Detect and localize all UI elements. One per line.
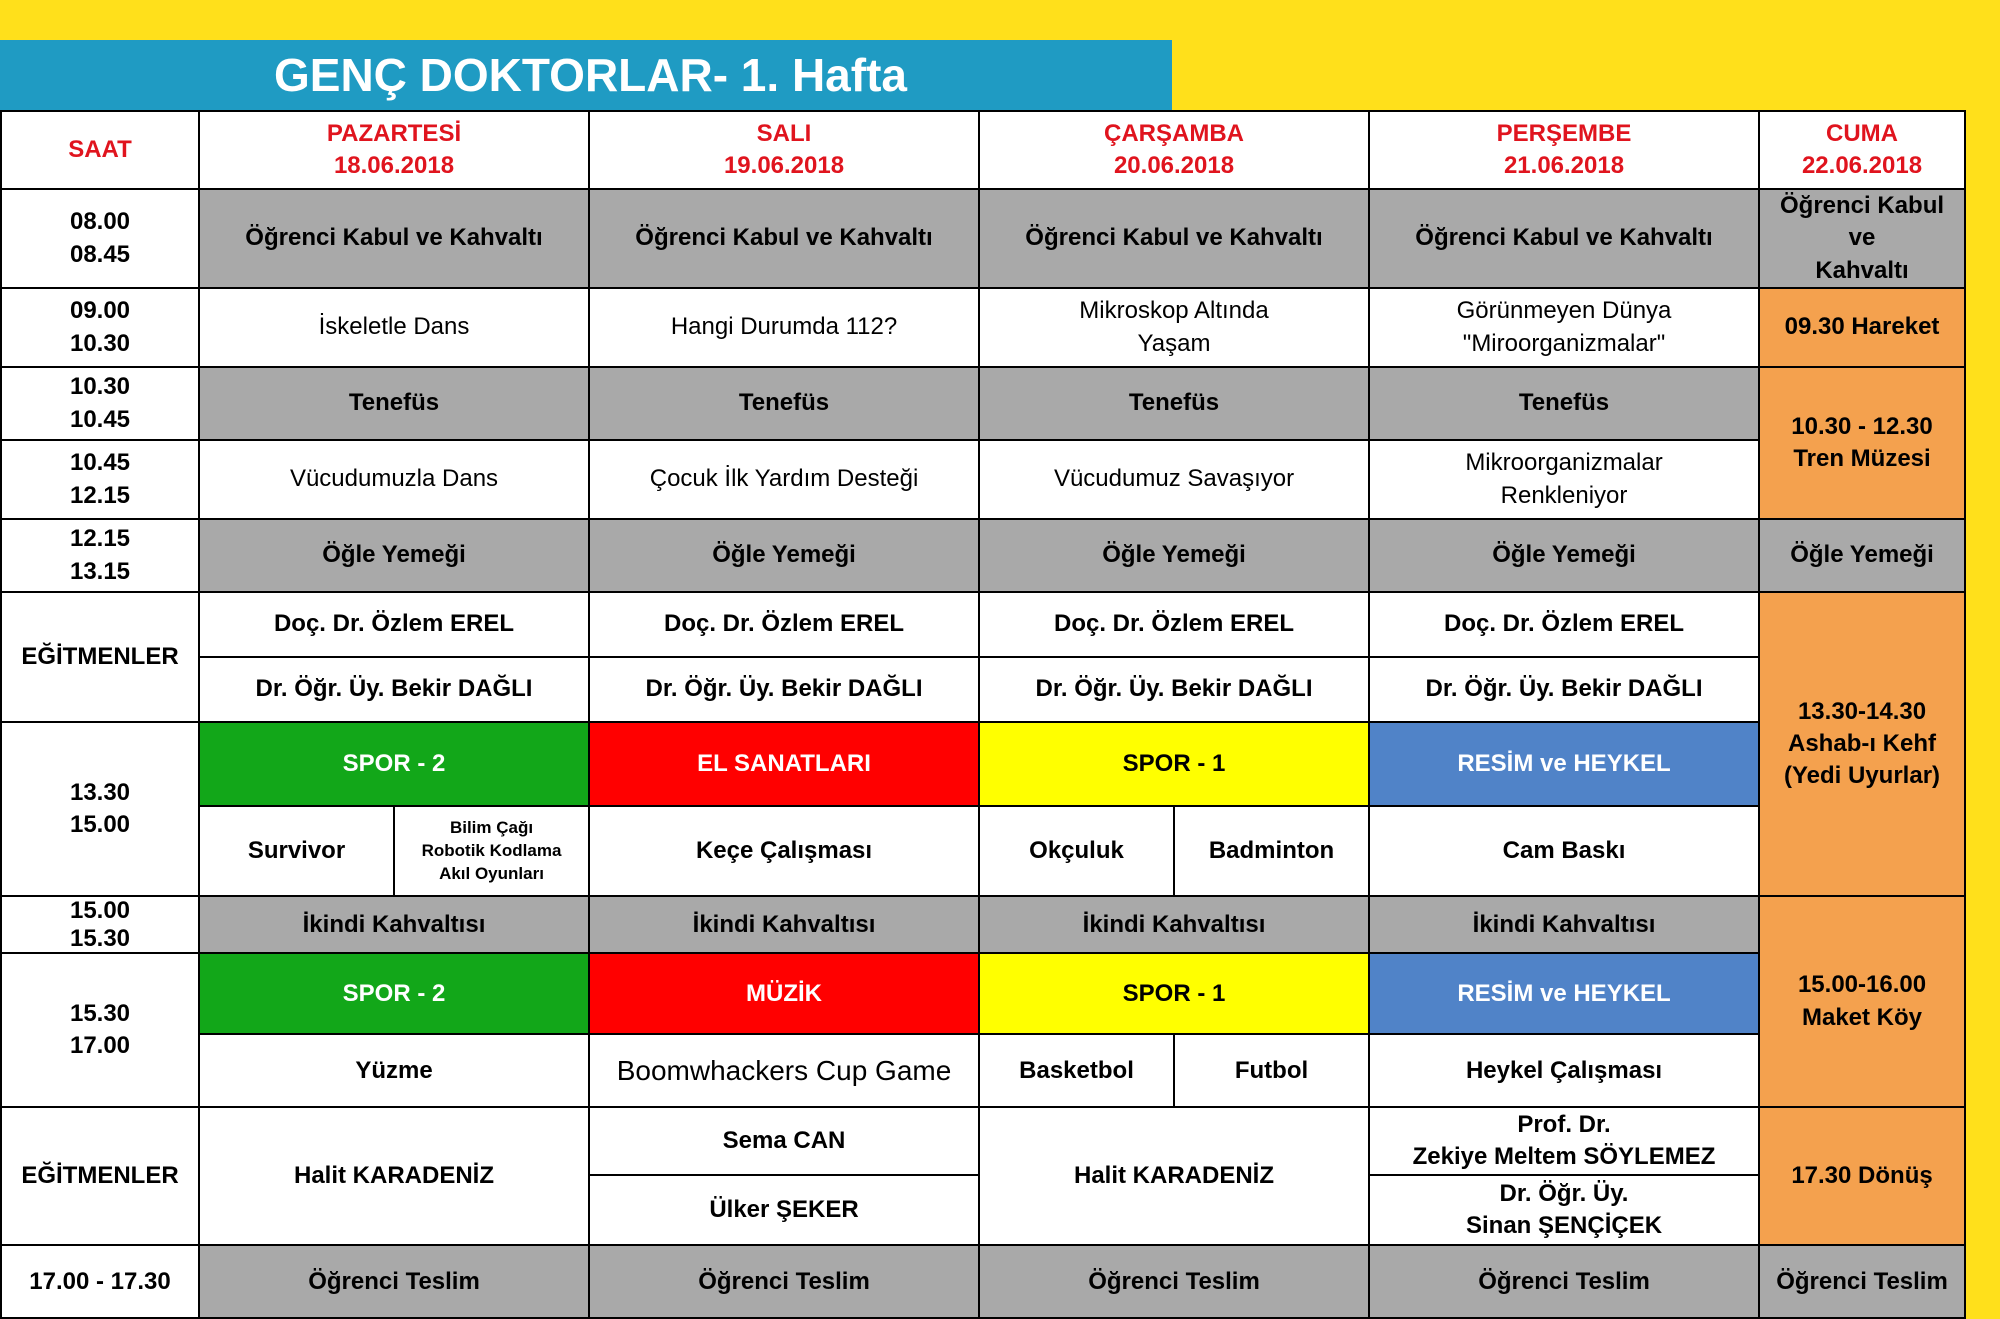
pickup-cell: Öğrenci Teslim	[589, 1245, 979, 1318]
instructor-cell: Prof. Dr. Zekiye Meltem SÖYLEMEZ	[1369, 1107, 1759, 1175]
time-cell: 08.00 08.45	[1, 189, 199, 288]
pickup-cell: Öğrenci Teslim	[199, 1245, 589, 1318]
row-lunch	[1, 519, 1965, 592]
subactivity-cell: Keçe Çalışması	[589, 806, 979, 896]
activity-banner-sport2: SPOR - 2	[199, 953, 589, 1034]
schedule-title: GENÇ DOKTORLAR- 1. Hafta	[274, 49, 907, 101]
subactivity-cell: Yüzme	[199, 1034, 589, 1107]
day-header-monday: PAZARTESİ 18.06.2018	[199, 111, 589, 189]
instructor-cell: Dr. Öğr. Üy. Sinan ŞENÇİÇEK	[1369, 1175, 1759, 1245]
time-cell: 15.00 15.30	[1, 896, 199, 953]
instructor-cell: Halit KARADENİZ	[979, 1107, 1369, 1245]
row-subactivity-1	[1, 806, 1965, 896]
time-cell: 10.30 10.45	[1, 367, 199, 440]
activity-cell: Vücudumuz Savaşıyor	[979, 440, 1369, 519]
instructor-cell: Dr. Öğr. Üy. Bekir DAĞLI	[979, 657, 1369, 722]
snack-cell: İkindi Kahvaltısı	[1369, 896, 1759, 953]
lunch-cell: Öğle Yemeği	[1369, 519, 1759, 592]
activity-banner-sport2: SPOR - 2	[199, 722, 589, 806]
friday-trip-cell: 10.30 - 12.30 Tren Müzesi	[1759, 367, 1965, 519]
friday-return-cell: 17.30 Dönüş	[1759, 1107, 1965, 1245]
row-breakfast	[1, 189, 1965, 288]
lunch-cell: Öğle Yemeği	[1759, 519, 1965, 592]
time-cell: 17.00 - 17.30	[1, 1245, 199, 1318]
instructor-cell: Doç. Dr. Özlem EREL	[979, 592, 1369, 657]
instructors-label: EĞİTMENLER	[1, 1107, 199, 1245]
row-session-1	[1, 288, 1965, 367]
lunch-cell: Öğle Yemeği	[979, 519, 1369, 592]
time-cell: 09.00 10.30	[1, 288, 199, 367]
header-row	[1, 111, 1965, 189]
instructor-cell: Dr. Öğr. Üy. Bekir DAĞLI	[199, 657, 589, 722]
subactivity-cell: Badminton	[1174, 806, 1369, 896]
row-session-2	[1, 440, 1965, 519]
breakfast-cell: Öğrenci Kabul ve Kahvaltı	[1369, 189, 1759, 288]
activity-cell: Mikroskop Altında Yaşam	[979, 288, 1369, 367]
lunch-cell: Öğle Yemeği	[589, 519, 979, 592]
instructor-cell: Doç. Dr. Özlem EREL	[1369, 592, 1759, 657]
time-cell: 15.30 17.00	[1, 953, 199, 1107]
break-cell: Tenefüs	[1369, 367, 1759, 440]
snack-cell: İkindi Kahvaltısı	[979, 896, 1369, 953]
breakfast-cell: Öğrenci Kabul ve Kahvaltı	[979, 189, 1369, 288]
instructor-cell: Doç. Dr. Özlem EREL	[589, 592, 979, 657]
breakfast-cell: Öğrenci Kabul ve Kahvaltı	[199, 189, 589, 288]
row-subactivity-2	[1, 1034, 1965, 1107]
row-activity-1	[1, 722, 1965, 806]
instructor-cell: Dr. Öğr. Üy. Bekir DAĞLI	[589, 657, 979, 722]
activity-cell: Vücudumuzla Dans	[199, 440, 589, 519]
instructor-cell: Dr. Öğr. Üy. Bekir DAĞLI	[1369, 657, 1759, 722]
schedule-table	[0, 110, 1966, 1319]
saat-header: SAAT	[1, 111, 199, 189]
row-snack	[1, 896, 1965, 953]
breakfast-cell-friday: Öğrenci Kabul ve Kahvaltı	[1759, 189, 1965, 288]
row-pickup	[1, 1245, 1965, 1318]
pickup-cell: Öğrenci Teslim	[979, 1245, 1369, 1318]
activity-banner-sport1: SPOR - 1	[979, 953, 1369, 1034]
snack-cell: İkindi Kahvaltısı	[199, 896, 589, 953]
subactivity-cell: Heykel Çalışması	[1369, 1034, 1759, 1107]
subactivity-cell: Bilim Çağı Robotik Kodlama Akıl Oyunları	[394, 806, 589, 896]
activity-cell: Mikroorganizmalar Renkleniyor	[1369, 440, 1759, 519]
activity-cell: Çocuk İlk Yardım Desteği	[589, 440, 979, 519]
day-header-thursday: PERŞEMBE 21.06.2018	[1369, 111, 1759, 189]
snack-cell: İkindi Kahvaltısı	[589, 896, 979, 953]
row-instructors-1a	[1, 592, 1965, 657]
subactivity-cell: Basketbol	[979, 1034, 1174, 1107]
row-instructors-2a	[1, 1107, 1965, 1175]
activity-cell: Görünmeyen Dünya "Miroorganizmalar"	[1369, 288, 1759, 367]
activity-banner-crafts: EL SANATLARI	[589, 722, 979, 806]
breakfast-cell: Öğrenci Kabul ve Kahvaltı	[589, 189, 979, 288]
day-header-wednesday: ÇARŞAMBA 20.06.2018	[979, 111, 1369, 189]
friday-trip-cell: 13.30-14.30 Ashab-ı Kehf (Yedi Uyurlar)	[1759, 592, 1965, 896]
activity-cell: Hangi Durumda 112?	[589, 288, 979, 367]
activity-cell: İskeletle Dans	[199, 288, 589, 367]
friday-trip-cell: 09.30 Hareket	[1759, 288, 1965, 367]
row-break	[1, 367, 1965, 440]
instructor-cell: Halit KARADENİZ	[199, 1107, 589, 1245]
day-header-friday: CUMA 22.06.2018	[1759, 111, 1965, 189]
instructor-cell: Ülker ŞEKER	[589, 1175, 979, 1245]
time-cell: 10.45 12.15	[1, 440, 199, 519]
subactivity-cell: Boomwhackers Cup Game	[589, 1034, 979, 1107]
instructor-cell: Sema CAN	[589, 1107, 979, 1175]
subactivity-cell: Survivor	[199, 806, 394, 896]
activity-banner-sport1: SPOR - 1	[979, 722, 1369, 806]
break-cell: Tenefüs	[589, 367, 979, 440]
instructor-cell: Doç. Dr. Özlem EREL	[199, 592, 589, 657]
row-activity-2	[1, 953, 1965, 1034]
row-instructors-1b	[1, 657, 1965, 722]
instructors-label: EĞİTMENLER	[1, 592, 199, 722]
break-cell: Tenefüs	[979, 367, 1369, 440]
friday-trip-cell: 15.00-16.00 Maket Köy	[1759, 896, 1965, 1107]
subactivity-cell: Okçuluk	[979, 806, 1174, 896]
pickup-cell: Öğrenci Teslim	[1369, 1245, 1759, 1318]
schedule-title-bar	[0, 40, 1172, 110]
activity-banner-art: RESİM ve HEYKEL	[1369, 722, 1759, 806]
time-cell: 13.30 15.00	[1, 722, 199, 896]
day-header-tuesday: SALI 19.06.2018	[589, 111, 979, 189]
lunch-cell: Öğle Yemeği	[199, 519, 589, 592]
activity-banner-music: MÜZİK	[589, 953, 979, 1034]
time-cell: 12.15 13.15	[1, 519, 199, 592]
pickup-cell: Öğrenci Teslim	[1759, 1245, 1965, 1318]
subactivity-cell: Cam Baskı	[1369, 806, 1759, 896]
activity-banner-art: RESİM ve HEYKEL	[1369, 953, 1759, 1034]
subactivity-cell: Futbol	[1174, 1034, 1369, 1107]
break-cell: Tenefüs	[199, 367, 589, 440]
